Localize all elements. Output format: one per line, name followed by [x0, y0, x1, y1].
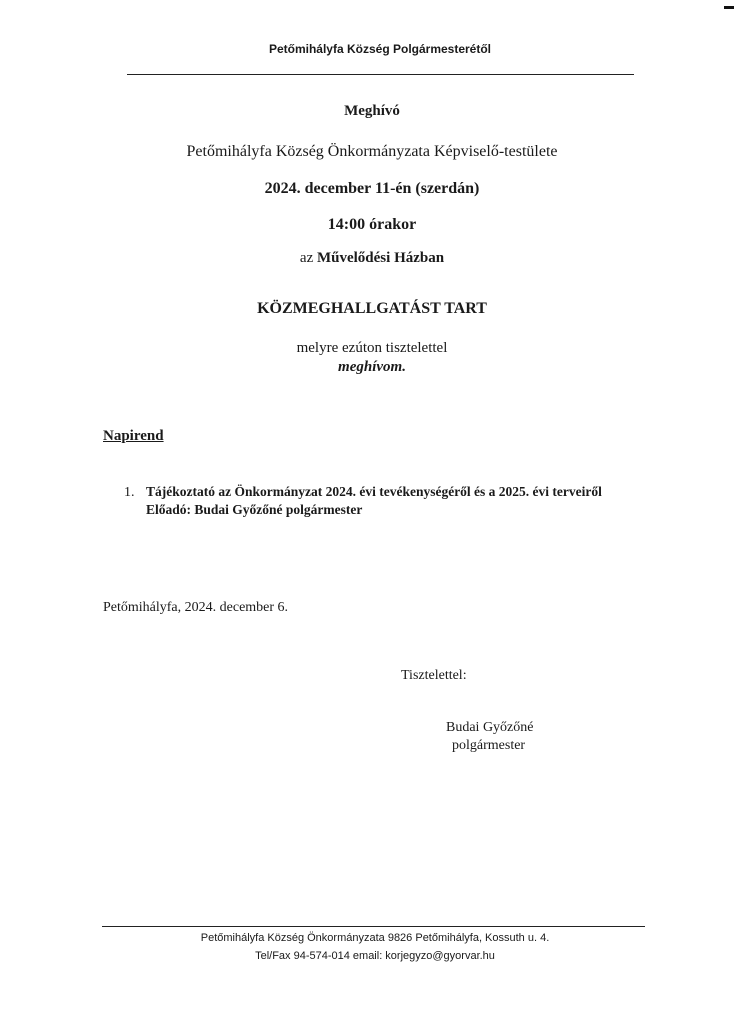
- agenda-item-number: 1.: [124, 485, 135, 500]
- closing-greeting: Tisztelettel:: [401, 668, 467, 683]
- announcement: KÖZMEGHALLGATÁST TART: [257, 300, 487, 317]
- agenda-item-presenter: Előadó: Budai Győzőné polgármester: [146, 502, 363, 517]
- letterhead-divider: [127, 74, 634, 75]
- scan-corner-mark: [724, 6, 734, 9]
- letterhead-title: Petőmihályfa Község Polgármesterétől: [268, 42, 492, 56]
- invitation-body-line: Petőmihályfa Község Önkormányzata Képviselő-testülete: [186, 143, 558, 160]
- signer-name: Budai Győzőné: [446, 720, 534, 735]
- meeting-place-name: Művelődési Házban: [316, 250, 445, 266]
- meeting-place: [0, 250, 744, 267]
- meeting-time: 14:00 órakor: [327, 216, 417, 233]
- footer-contact: Tel/Fax 94-574-014 email: korjegyzo@gyorvar.hu: [255, 950, 495, 962]
- agenda-title: Napirend: [103, 428, 164, 444]
- meeting-place-prefix: az: [299, 250, 317, 266]
- signer-title: polgármester: [452, 738, 526, 753]
- invitation-heading: Meghívó: [344, 103, 400, 119]
- agenda-item-topic: Tájékoztató az Önkormányzat 2024. évi tevékenységéről és a 2025. évi terveiről: [146, 484, 602, 499]
- footer-divider: [102, 926, 645, 927]
- footer-address: Petőmihályfa Község Önkormányzata 9826 Petőmihályfa, Kossuth u. 4.: [200, 932, 550, 944]
- invite-line-2: meghívom.: [338, 359, 406, 375]
- place-and-date: Petőmihályfa, 2024. december 6.: [103, 600, 289, 615]
- invite-line-1: melyre ezúton tisztelettel: [296, 340, 448, 356]
- meeting-date: 2024. december 11-én (szerdán): [264, 180, 480, 197]
